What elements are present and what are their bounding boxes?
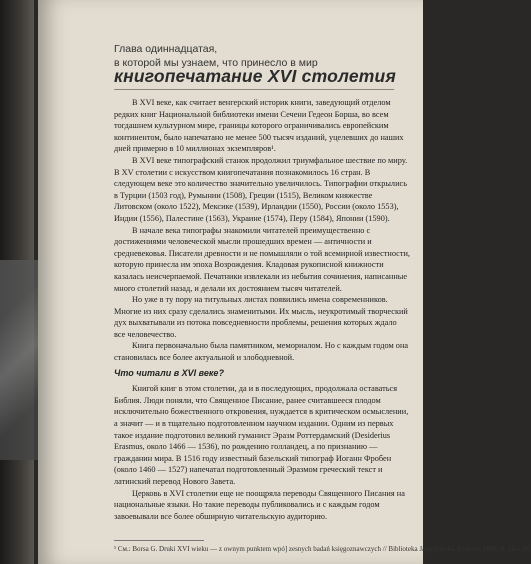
body-text [114, 97, 410, 522]
chapter-heading-line: Глава одиннадцатая, [114, 43, 218, 55]
paragraph: Книгой книг в этом столетии, да и в последующих, продолжала оставаться Библия. Люди поняли, что Священное Писание, ранее считавшееся плодом исключительно божественного откровения, нуждается в критическом осмыслении, а значит — и в тщательно подготовленном научном издании. Одним из первых такое издание подготовил великий гуманист Эразм Роттердамский (Desiderius Erasmus, около 1466 — 1536), по рождению голландец, а по признанию — гражданин мира. В 1516 году известный базельский типограф Иоганн Фробен (около 1460 — 1527) напечатал подготовленный Эразмом греческий текст и латинский перевод Нового Завета. [114, 384, 409, 486]
paragraph: В начале века типографы знакомили читателей преимущественно с достижениями человеческой мысли прошедших времен — античности и средневековья. Писатели древности и не помышляли о той всемирной известности, которую принесла им эпоха Возрождения. Кладовая рукописной книжности казалась неисчерпаемой. Печатники извлекали из небытия сочинения, написанные много столетий назад, и делали их достоянием тысяч читателей. [114, 225, 411, 293]
footnote-rule [114, 540, 204, 541]
title-rule [114, 89, 394, 90]
paragraph: Церковь в XVI столетии еще не поощряла переводы Священного Писания на национальные языки. Но такие переводы публиковались и с каждым годом завоевывали все более обширную читательскую аудиторию. [114, 488, 405, 521]
paragraph: Но уже в ту пору на титульных листах появились имена современников. Многие из них сразу сделались знаменитыми. Их мысль, неукротимый творческий дух выхватывали из потока повседневности проблемы, решения которых ждало все человечество. [114, 295, 408, 339]
chapter-title: книгопечатание XVI столетия [114, 66, 396, 86]
paragraph: В XVI веке типографский станок продолжил триумфальное шествие по миру. В XV столетии с искусством книгопечатания познакомилось 16 стран. В следующем веке это количество значительно увеличилось. Типографии открылись в Турции (1503 год), Румынии (1508), Греции (1515), Великом княжестве Литовском (около 1522), Мексике (1539), Ирландии (1550), России (около 1553), Индии (1556), Палестине (1563), Украине (1574), Перу (1584), Японии (1590). [114, 155, 408, 223]
section-heading: Что читали в XVI веке? [114, 367, 224, 378]
facing-page-illustration [0, 260, 40, 460]
book-page [38, 0, 531, 564]
chapter-heading-line: в которой мы узнаем, что принесло в мир [114, 57, 318, 69]
paragraph: Книга первоначально была памятником, мемориалом. Но с каждым годом она становилась все более актуальной и злободневной. [114, 341, 409, 363]
paragraph: В XVI веке, как считает венгерский историк книги, заведующий отделом редких книг Национальной библиотеки имени Сечени Гедеон Борша, во всем тогдашнем культурном мире, границы которого ограничивались европейским континентом, было напечатано не менее 500 тысяч изданий, уцелевших до наших дней примерно в 10 миллионах экземпляров¹. [114, 98, 404, 154]
footnote: ¹ См.: Borsa G. Druki XVI wieku — z ownym punktem wpó] zesnych badań księgoznawczych // Biblioteka Jagiellońska. Kraków, 1996. S. 25—36. [114, 545, 531, 553]
